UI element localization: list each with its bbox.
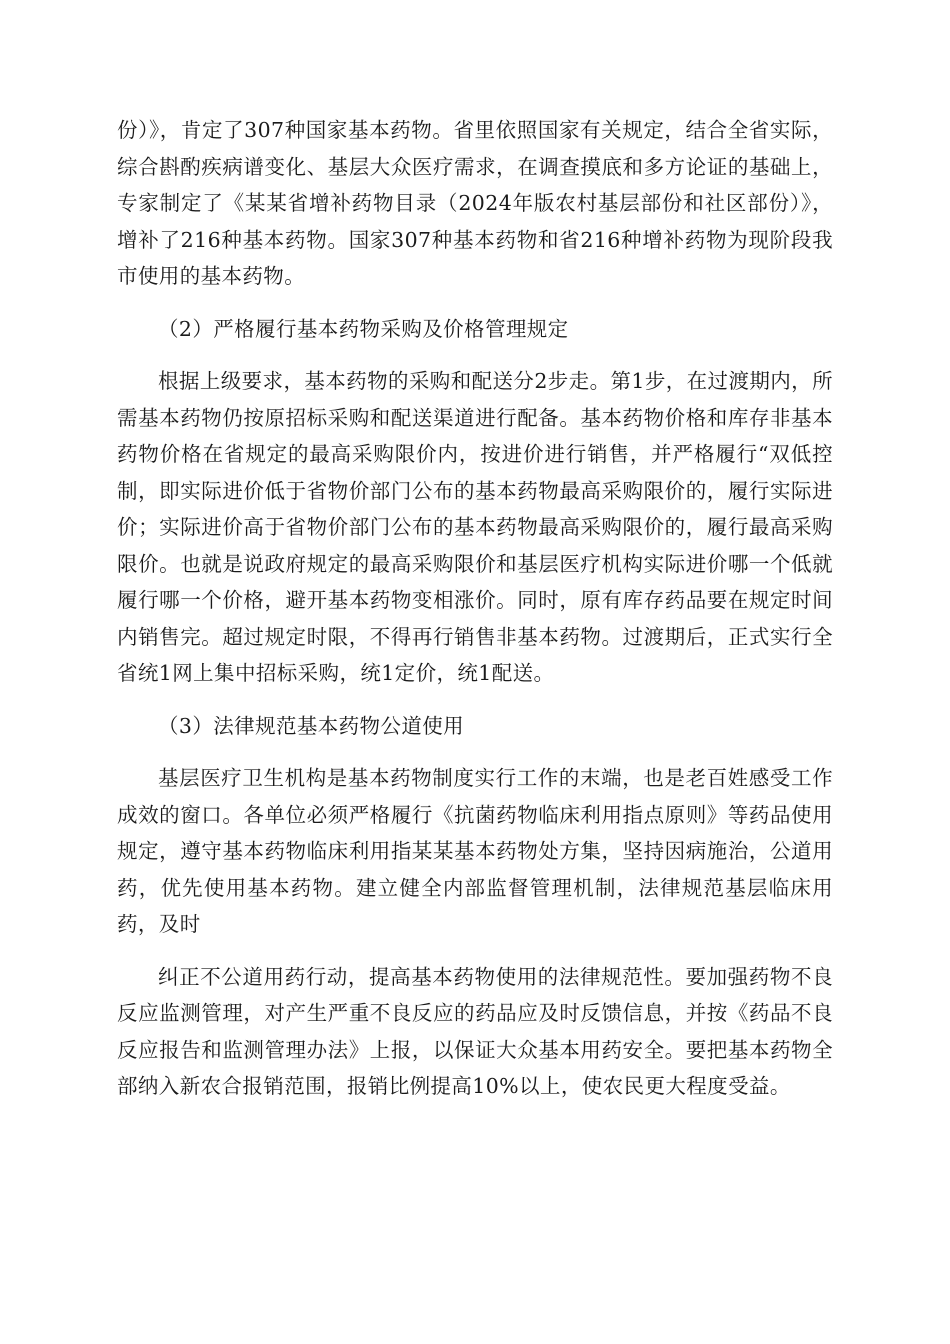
paragraph-correction: 纠正不公道用药行动，提高基本药物使用的法律规范性。要加强药物不良反应监测管理，对产生严重不良反应的药品应及时反馈信息，并按《药品不良反应报告和监测管理办法》上报，以保证大众基本用药安全。要把基本药物全部纳入新农合报销范围，报销比例提高10%以上，使农民更大程度受益。 — [117, 964, 833, 1098]
paragraph-procurement: 根据上级要求，基本药物的采购和配送分2步走。第1步，在过渡期内，所需基本药物仍按原招标采购和配送渠道进行配备。基本药物价格和库存非基本药物价格在省规定的最高采购限价内，按进价进行销售，并严格履行“双低控制，即实际进价低于省物价部门公布的基本药物最高采购限价的，履行实际进价；实际进价高于省物价部门公布的基本药物最高采购限价的，履行最高采购限价。也就是说政府规定的最高采购限价和基层医疗机构实际进价哪一个低就履行哪一个价格，避开基本药物变相涨价。同时，原有库存药品要在规定时间内销售完。超过规定时限，不得再行销售非基本药物。过渡期后，正式实行全省统1网上集中招标采购，统1定价，统1配送。 — [117, 369, 833, 685]
section-heading-3: （3）法律规范基本药物公道使用 — [158, 713, 465, 738]
section-heading-2: （2）严格履行基本药物采购及价格管理规定 — [158, 316, 569, 341]
document-body — [117, 112, 833, 1121]
paragraph-usage: 基层医疗卫生机构是基本药物制度实行工作的末端，也是老百姓感受工作成效的窗口。各单位必须严格履行《抗菌药物临床利用指点原则》等药品使用规定，遵守基本药物临床利用指某某基本药物处方集，坚持因病施治，公道用药，优先使用基本药物。建立健全内部监督管理机制，法律规范基层临床用药，及时 — [117, 766, 833, 936]
paragraph-continued: 份）》，肯定了307种国家基本药物。省里依照国家有关规定，结合全省实际，综合斟酌疾病谱变化、基层大众医疗需求，在调查摸底和多方论证的基础上，专家制定了《某某省增补药物目录（2024年版农村基层部份和社区部份）》，增补了216种基本药物。国家307种基本药物和省216种增补药物为现阶段我市使用的基本药物。 — [117, 118, 833, 288]
